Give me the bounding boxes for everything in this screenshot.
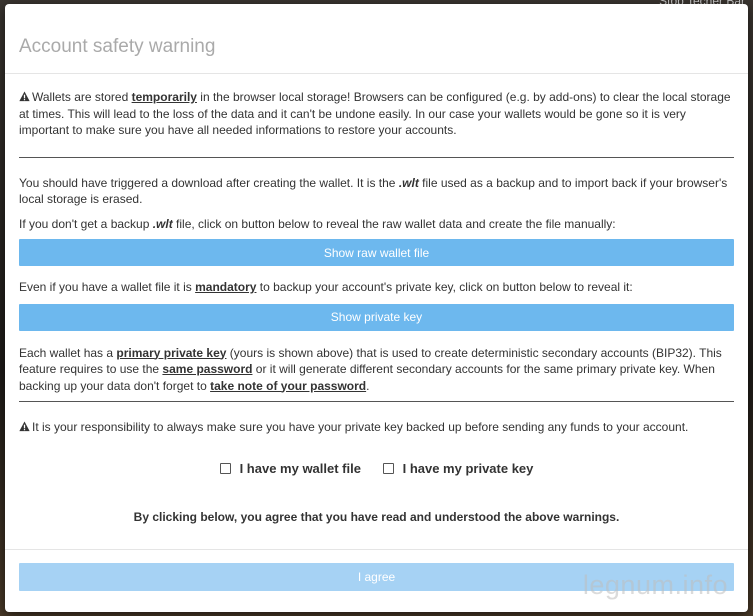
wallet-file-checkbox-box[interactable] — [220, 463, 231, 474]
mandatory-emphasis: mandatory — [195, 280, 257, 294]
warning-icon — [19, 91, 30, 102]
storage-warning-part1: Wallets are stored — [32, 90, 132, 104]
primary-part3: or it will generate different secondary accounts for the same primary private key. When backing up your data don't forget to — [19, 362, 715, 393]
watermark-text: legnum.info — [582, 570, 728, 600]
storage-warning-part2: in the browser local storage! Browsers can be configured (e.g. by add-ons) to clear the local storage at times. This will lead to the loss of the data and it can't be undone easily. In our case your wallets would be gone so it is very important to make sure you have all needed informations to restore your accounts. — [19, 90, 731, 137]
primary-part1: Each wallet has a — [19, 345, 117, 360]
i-agree-button[interactable]: I agree — [19, 563, 734, 591]
primary-part2: (yours is shown above) that is used to create deterministic secondary accounts (BIP32). This feature requires to use the — [19, 345, 722, 376]
primary-part4: . — [366, 378, 370, 393]
primary-key-text — [19, 345, 734, 395]
divider-1 — [19, 157, 734, 158]
same-password-emphasis: same password — [162, 362, 253, 376]
mandatory-text — [19, 279, 734, 296]
account-safety-modal — [5, 4, 748, 612]
private-key-checkbox-label: I have my private key — [402, 460, 534, 476]
modal-title: Account safety warning — [19, 36, 216, 57]
download-info-part2: file used as a backup and to import back if your browser's local storage is erased. — [19, 175, 728, 206]
wlt-extension: .wlt — [398, 175, 419, 190]
take-note-password-emphasis: take note of your password — [210, 378, 367, 393]
download-info-text — [19, 175, 734, 208]
modal-footer — [5, 549, 748, 550]
show-private-key-button[interactable]: Show private key — [19, 304, 734, 331]
modal-header — [5, 4, 748, 74]
confirmation-checkboxes — [19, 461, 734, 479]
no-backup-part2: file, click on button below to reveal the raw wallet data and create the file manually: — [172, 216, 616, 231]
primary-private-key-emphasis: primary private key — [116, 345, 227, 360]
modal-body — [5, 74, 748, 525]
divider-2 — [19, 401, 734, 402]
wallet-file-checkbox-label: I have my wallet file — [239, 460, 361, 476]
show-raw-wallet-button[interactable]: Show raw wallet file — [19, 239, 734, 266]
private-key-checkbox[interactable] — [383, 461, 534, 478]
download-info-part1: You should have triggered a download after creating the wallet. It is the — [19, 175, 399, 190]
mandatory-part1: Even if you have a wallet file it is — [19, 280, 196, 294]
no-backup-text — [19, 216, 734, 233]
wlt-extension-2: .wlt — [152, 216, 173, 231]
warning-icon — [19, 421, 30, 432]
mandatory-part2: to backup your account's private key, click on button below to reveal it: — [256, 280, 633, 294]
temporarily-emphasis: temporarily — [131, 90, 197, 104]
responsibility-label: It is your responsibility to always make sure you have your private key backed up before sending any funds to your account. — [32, 420, 689, 434]
no-backup-part1: If you don't get a backup — [19, 216, 153, 231]
wallet-file-checkbox[interactable] — [220, 461, 361, 478]
storage-warning-text — [19, 89, 734, 139]
private-key-checkbox-box[interactable] — [383, 463, 394, 474]
agreement-note: By clicking below, you agree that you have read and understood the above warnings. — [133, 509, 620, 524]
responsibility-text — [19, 419, 734, 436]
